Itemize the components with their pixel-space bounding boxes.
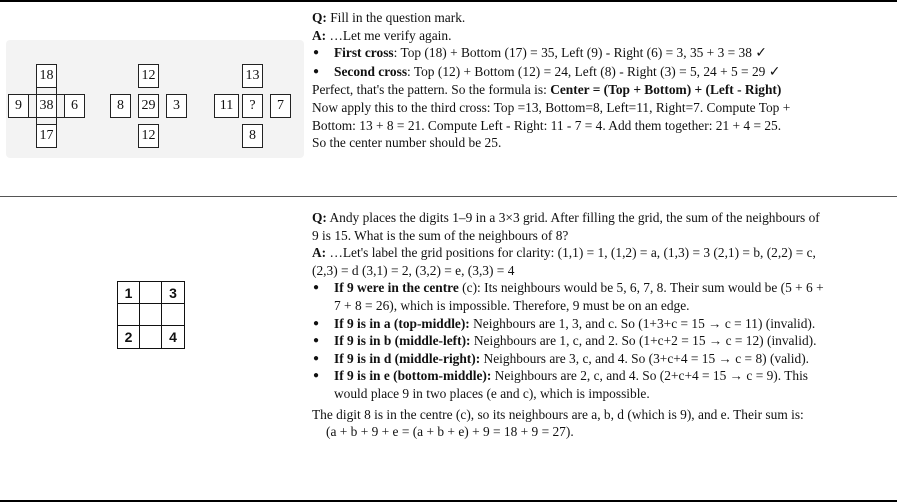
cross-1-right: 6 <box>64 94 85 118</box>
grid-cell <box>162 304 184 326</box>
apply-line-1: Now apply this to the third cross: Top =13, Bottom=8, Left=11, Right=7. Compute Top + <box>312 99 791 115</box>
final-line-1: The digit 8 is in the centre (c), so its neighbours are a, b, d (which is 9), and e. Their sum is: <box>312 406 804 422</box>
cross-2-center: 29 <box>138 94 159 118</box>
cross-1-left: 9 <box>8 94 29 118</box>
cross-3-top: 13 <box>242 64 263 88</box>
grid-cell: 3 <box>162 282 184 304</box>
cross-3-bottom: 8 <box>242 124 263 148</box>
apply-line-2: Bottom: 13 + 8 = 21. Compute Left - Right: 11 - 7 = 4. Add them together: 21 + 4 = 25. <box>312 117 782 133</box>
conclusion-line: So the center number should be 25. <box>312 135 502 151</box>
question-2-line-2: 9 is 15. What is the sum of the neighbours of 8? <box>312 227 569 243</box>
cross-3-center: ? <box>242 94 263 118</box>
cross-2-right: 3 <box>166 94 187 118</box>
cross-3-right: 7 <box>270 94 291 118</box>
top-rule <box>0 0 897 2</box>
answer-1-intro: A: …Let me verify again. <box>312 27 452 43</box>
grid-cell <box>140 304 162 326</box>
cross-1-bottom: 17 <box>36 124 57 148</box>
grid-cell: 2 <box>118 326 140 348</box>
cross-2-left: 8 <box>110 94 131 118</box>
cross-1-center: 38 <box>36 94 57 118</box>
final-line-2: (a + b + 9 + e = (a + b + e) + 9 = 18 + 9 = 27). <box>326 424 574 440</box>
grid-cell: 1 <box>118 282 140 304</box>
bullet-top-middle: ● If 9 is in a (top-middle): Neighbours are 1, 3, and c. So (1+3+c = 15 → c = 11) (invalid). <box>312 315 824 333</box>
bullet-middle-right: ● If 9 is in d (middle-right): Neighbours are 3, c, and 4. So (3+c+4 = 15 → c = 8) (valid). <box>312 350 824 368</box>
bullet-second-cross: ● Second cross: Top (12) + Bottom (12) = 24, Left (8) - Right (3) = 5, 24 + 5 = 29 ✓ <box>312 63 790 82</box>
bullet-centre: ● If 9 were in the centre (c): Its neighbours would be 5, 6, 7, 8. Their sum would be (5 + 6 + 7 + 8 = 26), which is impossible. Therefore, 9 must be on an edge. <box>312 279 824 314</box>
bullet-bottom-middle: ● If 9 is in e (bottom-middle): Neighbours are 2, c, and 4. So (2+c+4 = 15 → c = 9). This would place 9 in two places (e and c), which is impossible. <box>312 367 824 402</box>
question-1: Q: Fill in the question mark. <box>312 10 466 25</box>
grid-cell: 4 <box>169 329 177 345</box>
cross-1-top: 18 <box>36 64 57 88</box>
checkmark-icon: ✓ <box>755 45 767 62</box>
answer-2-line-2: (2,3) = d (3,1) = 2, (3,2) = e, (3,3) = 4 <box>312 262 515 278</box>
answer-2-line-1: A: …Let's label the grid positions for clarity: (1,1) = 1, (1,2) = a, (1,3) = 3 (2,1) = b, (2,2) = c, <box>312 245 816 261</box>
cross-2-bottom: 12 <box>138 124 159 148</box>
formula-line: Perfect, that's the pattern. So the formula is: Center = (Top + Bottom) + (Left - Right) <box>312 82 782 98</box>
grid-cell <box>140 326 162 348</box>
grid-cell <box>140 282 162 304</box>
cross-2-top: 12 <box>138 64 159 88</box>
bullet-first-cross: ● First cross: Top (18) + Bottom (17) = 35, Left (9) - Right (6) = 3, 35 + 3 = 38 ✓ <box>312 44 790 63</box>
section-2-text <box>312 209 824 441</box>
section-divider <box>0 196 897 197</box>
bottom-rule <box>0 500 897 502</box>
cross-3-left: 11 <box>214 94 239 118</box>
checkmark-icon: ✓ <box>768 63 781 80</box>
bullet-middle-left: ● If 9 is in b (middle-left): Neighbours are 1, c, and 2. So (1+c+2 = 15 → c = 12) (invalid). <box>312 332 824 350</box>
grid-cell <box>118 304 140 326</box>
question-2-line-1: Q: Andy places the digits 1–9 in a 3×3 grid. After filling the grid, the sum of the neighbours of <box>312 210 820 225</box>
number-grid <box>117 281 185 349</box>
section-1-text <box>312 9 790 152</box>
